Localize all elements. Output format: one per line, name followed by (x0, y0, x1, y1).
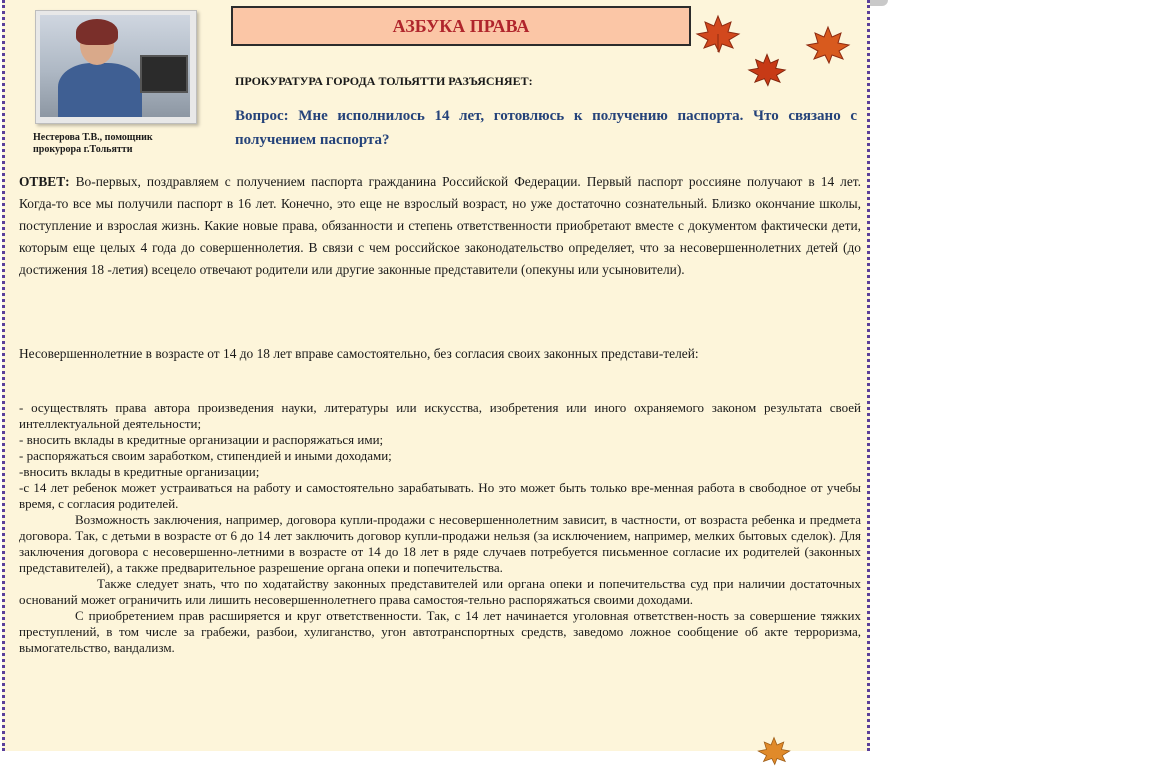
section-subtitle: ПРОКУРАТУРА ГОРОДА ТОЛЬЯТТИ РАЗЪЯСНЯЕТ: (235, 74, 533, 88)
photo-person-body (58, 63, 142, 117)
photo-caption (33, 132, 203, 156)
paragraph: Также следует знать, что по ходатайству законных представителей или органа опеки и попечительства суд при наличии достаточных оснований может ограничить или лишить несовершеннолетнего права самостоя-тельно распоряжаться своими доходами. (19, 576, 861, 607)
maple-leaf-icon (805, 24, 851, 66)
maple-leaf-icon (751, 736, 797, 766)
author-photo-frame (35, 10, 197, 124)
paragraph: С приобретением прав расширяется и круг ответственности. Так, с 14 лет начинается уголовная ответствен-ность за совершение тяжких преступлений, в том числе за грабежи, разбои, хулиганство, угон автотранспортных средств, заведомо ложное сообщение об акте терроризма, вымогательство, вандализм. (19, 608, 861, 655)
list-item: - распоряжаться своим заработком, стипендией и иными доходами; (19, 448, 392, 463)
answer-text: Во-первых, поздравляем с получением паспорта гражданина Российской Федерации. Первый паспорт россияне получают в 14 лет. Когда-то все мы получили паспорт в 16 лет. Конечно, это еще не взрослый возраст, но уже достаточно сознательный. Близко окончание школы, поступление и взрослая жизнь. Какие новые права, обязанности и степень ответственности приобретают вместе с документом фактически дети, которым еще целых 4 года до совершеннолетия. В связи с чем российское законодательство определяет, что за несовершеннолетних детей (до достижения 18 -летия) всецело отвечают родители или другие законные представители (опекуны или усыновители). (19, 174, 861, 277)
author-photo (40, 15, 190, 117)
paragraph: Возможность заключения, например, договора купли-продажи с несовершеннолетним зависит, в частности, от возраста ребенка и предмета договора. Так, с детьми в возрасте от 6 до 14 лет заключить договор купли-продажи нельзя (за исключением, например, мелких бытовых сделок). Для заключения договора с несовершенно-летними в возрасте от 14 до 18 лет в ряде случаев потребуется письменное согласие их родителей (законных представителей), а также предварительное разрешение органа опеки и попечительства. (19, 512, 861, 575)
article-page (2, 0, 870, 751)
section-title: АЗБУКА ПРАВА (231, 6, 691, 46)
list-item: - осуществлять права автора произведения науки, литературы или искусства, изобретения или иного охраняемого законом результата своей интеллектуальной деятельности; (19, 400, 861, 431)
question-text: Вопрос: Мне исполнилось 14 лет, готовлюсь к получению паспорта. Что связано с получением паспорта? (235, 108, 857, 148)
photo-monitor (140, 55, 188, 93)
caption-line-2: прокурора г.Тольятти (33, 144, 133, 155)
maple-leaf-icon (747, 52, 787, 88)
list-item: -с 14 лет ребенок может устраиваться на работу и самостоятельно зарабатывать. Но это может быть только вре-менная работа в свободное от учебы время, с согласия родителей. (19, 480, 861, 511)
list-item: -вносить вклады в кредитные организации; (19, 464, 260, 479)
photo-person-hair (76, 19, 118, 45)
caption-line-1: Нестерова Т.В., помощник (33, 132, 153, 143)
rights-intro: Несовершеннолетние в возрасте от 14 до 18 лет вправе самостоятельно, без согласия своих законных представи-телей: (19, 346, 699, 361)
answer-lead: ОТВЕТ: (19, 174, 70, 189)
answer-paragraph (19, 171, 861, 281)
maple-leaf-icon (695, 14, 741, 54)
list-item: - вносить вклады в кредитные организации и распоряжаться ими; (19, 432, 384, 447)
rights-list (19, 400, 861, 656)
